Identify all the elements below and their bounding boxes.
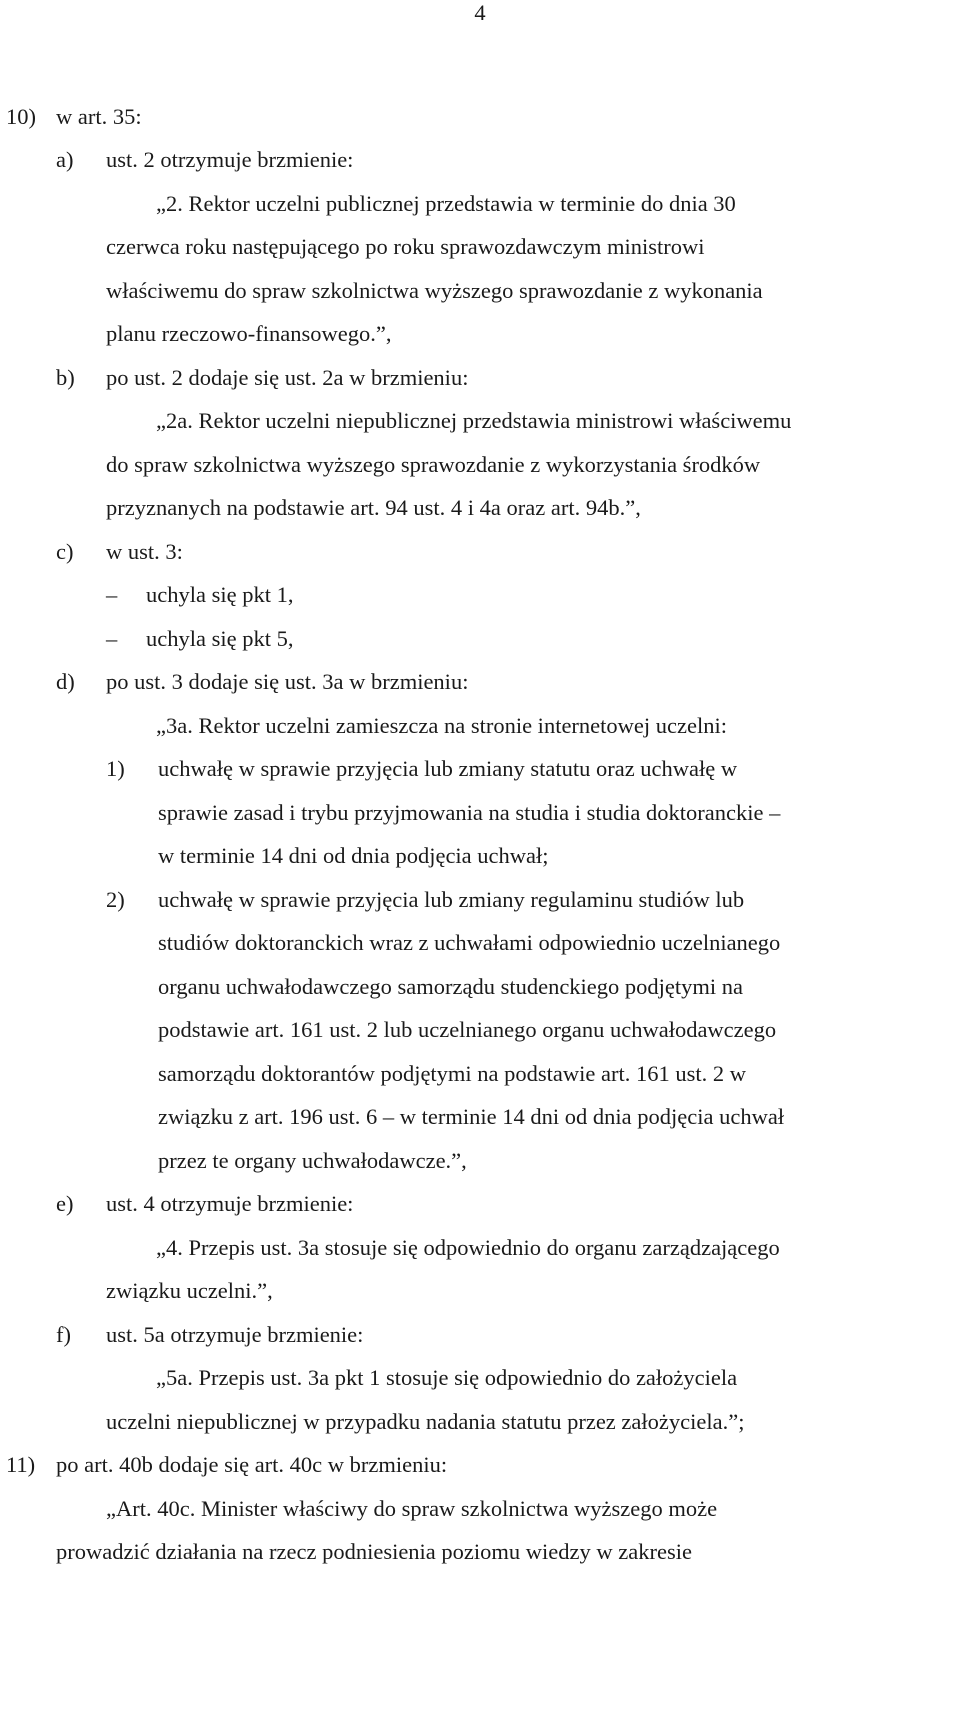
item-d-point-1-marker: 1) [106, 756, 125, 781]
item-d-point-1-line-2: sprawie zasad i trybu przyjmowania na studia i studia doktoranckie – [158, 800, 781, 825]
page-number: 4 [474, 0, 486, 25]
item-f-marker: f) [56, 1322, 71, 1347]
item-10-marker: 10) [6, 104, 36, 129]
item-c-dash-1-symbol: – [106, 582, 118, 607]
item-11-text: po art. 40b dodaje się art. 40c w brzmieniu: [56, 1452, 448, 1477]
item-11-quote-line-1: „Art. 40c. Minister właściwy do spraw szkolnictwa wyższego może [106, 1496, 718, 1521]
item-d-point-2-line-2: studiów doktoranckich wraz z uchwałami odpowiednio uczelnianego [158, 930, 781, 955]
item-e-marker: e) [56, 1191, 74, 1216]
item-d-point-1-line-1: uchwałę w sprawie przyjęcia lub zmiany statutu oraz uchwałę w [158, 756, 738, 781]
item-e-quote-line-2: związku uczelni.”, [106, 1278, 273, 1303]
item-d-point-2-line-1: uchwałę w sprawie przyjęcia lub zmiany regulaminu studiów lub [158, 887, 745, 912]
item-a-quote-line-4: planu rzeczowo-finansowego.”, [106, 321, 392, 346]
item-d-text: po ust. 3 dodaje się ust. 3a w brzmieniu: [106, 669, 469, 694]
item-e-text: ust. 4 otrzymuje brzmienie: [106, 1191, 354, 1216]
item-c-text: w ust. 3: [106, 539, 183, 564]
item-f-text: ust. 5a otrzymuje brzmienie: [106, 1322, 364, 1347]
item-d-point-2-line-3: organu uchwałodawczego samorządu studenckiego podjętymi na [158, 974, 744, 999]
item-d-point-2-line-5: samorządu doktorantów podjętymi na podstawie art. 161 ust. 2 w [158, 1061, 747, 1086]
item-f-quote-line-2: uczelni niepublicznej w przypadku nadania statutu przez założyciela.”; [106, 1409, 745, 1434]
item-d-point-1-line-3: w terminie 14 dni od dnia podjęcia uchwał; [158, 843, 549, 868]
item-d-point-2-line-4: podstawie art. 161 ust. 2 lub uczelnianego organu uchwałodawczego [158, 1017, 777, 1042]
item-d-point-2-marker: 2) [106, 887, 125, 912]
item-b-marker: b) [56, 365, 75, 390]
item-d-point-2-line-6: związku z art. 196 ust. 6 – w terminie 14 dni od dnia podjęcia uchwał [158, 1104, 785, 1129]
item-d-marker: d) [56, 669, 75, 694]
item-c-marker: c) [56, 539, 74, 564]
item-a-quote-line-2: czerwca roku następującego po roku sprawozdawczym ministrowi [106, 234, 705, 259]
item-b-quote-line-3: przyznanych na podstawie art. 94 ust. 4 i 4a oraz art. 94b.”, [106, 495, 641, 520]
item-d-intro: „3a. Rektor uczelni zamieszcza na stronie internetowej uczelni: [156, 713, 727, 738]
item-11-marker: 11) [6, 1452, 36, 1477]
item-c-dash-1-text: uchyla się pkt 1, [146, 582, 294, 607]
item-a-quote-line-1: „2. Rektor uczelni publicznej przedstawia w terminie do dnia 30 [156, 191, 736, 216]
item-c-dash-2-symbol: – [106, 626, 118, 651]
item-b-text: po ust. 2 dodaje się ust. 2a w brzmieniu: [106, 365, 469, 390]
item-b-quote-line-1: „2a. Rektor uczelni niepublicznej przedstawia ministrowi właściwemu [156, 408, 792, 433]
item-c-dash-2-text: uchyla się pkt 5, [146, 626, 294, 651]
item-11-quote-line-2: prowadzić działania na rzecz podniesienia poziomu wiedzy w zakresie [56, 1539, 692, 1564]
item-f-quote-line-1: „5a. Przepis ust. 3a pkt 1 stosuje się odpowiednio do założyciela [156, 1365, 738, 1390]
item-a-marker: a) [56, 147, 74, 172]
item-d-point-2-line-7: przez te organy uchwałodawcze.”, [158, 1148, 467, 1173]
item-10-text: w art. 35: [56, 104, 142, 129]
item-e-quote-line-1: „4. Przepis ust. 3a stosuje się odpowiednio do organu zarządzającego [156, 1235, 780, 1260]
item-a-text: ust. 2 otrzymuje brzmienie: [106, 147, 354, 172]
item-a-quote-line-3: właściwemu do spraw szkolnictwa wyższego sprawozdanie z wykonania [106, 278, 763, 303]
item-b-quote-line-2: do spraw szkolnictwa wyższego sprawozdanie z wykorzystania środków [106, 452, 761, 477]
